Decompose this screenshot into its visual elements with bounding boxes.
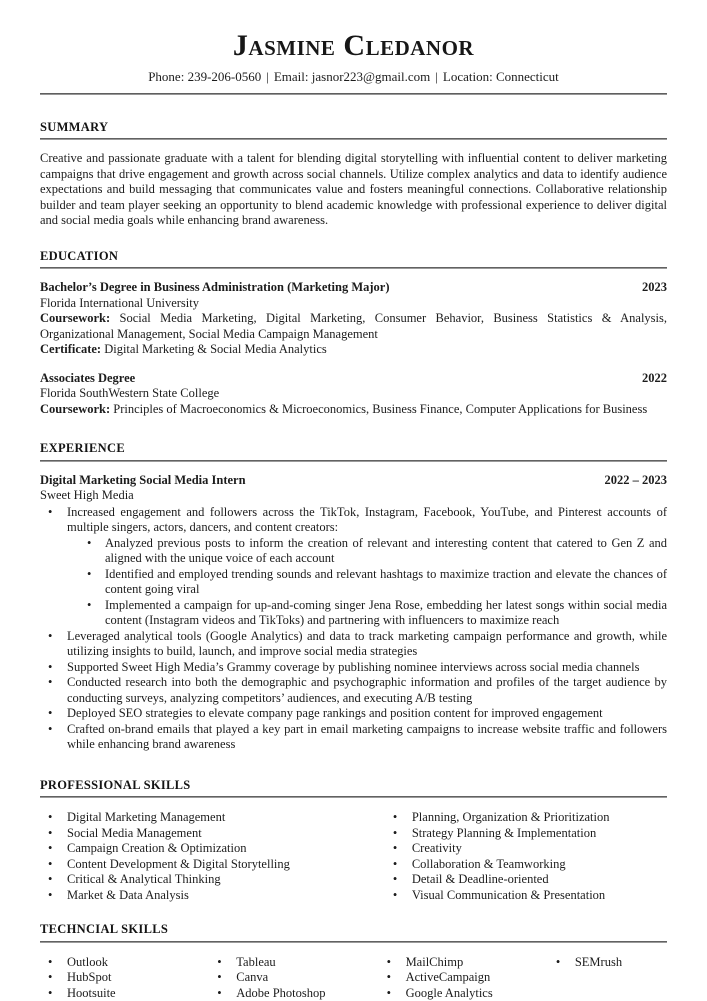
job-title: Digital Marketing Social Media Intern	[40, 473, 246, 489]
experience-bullet: • Leveraged analytical tools (Google Analytics) and data to track marketing campaign performance and growth, while utilizing insights to build, launch, and improve social media strategies	[40, 629, 667, 660]
skill-item: • Critical & Analytical Thinking	[40, 872, 385, 888]
bullet-text: Increased engagement and followers across the TikTok, Instagram, Facebook, YouTube, and Pinterest accounts of multiple singers, actors, dancers, and content creators:	[67, 505, 667, 535]
certificate-text: Digital Marketing & Social Media Analytics	[104, 342, 327, 356]
summary-heading: SUMMARY	[40, 120, 667, 136]
technical-skills-columns	[40, 955, 667, 1001]
professional-skills-columns	[40, 810, 667, 903]
experience-bullet: • Conducted research into both the demographic and psychographic information and profiles of the target audience by conducting surveys, analyzing competitors’ audiences, and executing A/B testing	[40, 675, 667, 706]
section-experience	[40, 441, 667, 753]
technical-skills-col-1	[40, 955, 209, 1001]
skill-item: • Planning, Organization & Prioritization	[385, 810, 667, 826]
skill-item: • Campaign Creation & Optimization	[40, 841, 385, 857]
experience-bullet	[40, 505, 667, 629]
section-education	[40, 249, 667, 418]
experience-sub-bullet: • Implemented a campaign for up-and-coming singer Jena Rose, embedding her latest songs within social media content (Instagram videos and TikToks) and partnering with influencers to maximize reach	[67, 598, 667, 629]
coursework-label: Coursework:	[40, 402, 110, 416]
tool-item: • Hootsuite	[40, 986, 209, 1001]
technical-skills-col-3	[379, 955, 548, 1001]
degree-date: 2023	[642, 280, 667, 296]
degree-title: Bachelor’s Degree in Business Administration (Marketing Major)	[40, 280, 390, 296]
degree-title: Associates Degree	[40, 371, 135, 387]
experience-bullet: • Deployed SEO strategies to elevate company page rankings and position content for improved engagement	[40, 706, 667, 722]
candidate-name: Jasmine Cledanor	[40, 28, 667, 64]
coursework-line	[40, 402, 667, 418]
section-divider	[40, 138, 667, 140]
experience-bullet: • Supported Sweet High Media’s Grammy coverage by publishing nominee interviews across social media channels	[40, 660, 667, 676]
education-entry	[40, 371, 667, 418]
skill-item: • Market & Data Analysis	[40, 888, 385, 904]
experience-heading: EXPERIENCE	[40, 441, 667, 457]
experience-sub-bullet: • Analyzed previous posts to inform the creation of relevant and interesting content that catered to Gen Z and aligned with the unique voice of each account	[67, 536, 667, 567]
tool-item: • ActiveCampaign	[379, 970, 548, 986]
phone-value: 239-206-0560	[188, 69, 262, 84]
education-heading: EDUCATION	[40, 249, 667, 265]
school-name: Florida SouthWestern State College	[40, 386, 667, 402]
section-divider	[40, 796, 667, 798]
section-divider	[40, 941, 667, 943]
section-divider	[40, 460, 667, 462]
tool-item: • HubSpot	[40, 970, 209, 986]
technical-skills-heading: TECHNCIAL SKILLS	[40, 922, 667, 938]
skill-item: • Content Development & Digital Storytelling	[40, 857, 385, 873]
section-summary	[40, 120, 667, 229]
experience-entry	[40, 473, 667, 753]
school-name: Florida International University	[40, 296, 667, 312]
professional-skills-heading: PROFESSIONAL SKILLS	[40, 778, 667, 794]
phone-label: Phone:	[148, 69, 184, 84]
location-value: Connecticut	[496, 69, 559, 84]
coursework-text: Principles of Macroeconomics & Microeconomics, Business Finance, Computer Applications for Business	[113, 402, 647, 416]
section-divider	[40, 267, 667, 269]
tool-item: • Tableau	[209, 955, 378, 971]
header-divider	[40, 93, 667, 95]
experience-bullets	[40, 505, 667, 753]
email-label: Email:	[274, 69, 309, 84]
contact-line	[40, 69, 667, 85]
resume-header	[40, 28, 667, 95]
job-date: 2022 – 2023	[605, 473, 668, 489]
experience-sub-bullet: • Identified and employed trending sounds and relevant hashtags to maximize traction and elevate the chances of content going viral	[67, 567, 667, 598]
tool-item: • Google Analytics	[379, 986, 548, 1001]
education-entry-head	[40, 280, 667, 296]
skill-item: • Collaboration & Teamworking	[385, 857, 667, 873]
coursework-text: Social Media Marketing, Digital Marketing, Consumer Behavior, Business Statistics & Analysis, Organizational Management, Social Media Campaign Management	[40, 311, 667, 341]
coursework-line	[40, 311, 667, 342]
tool-item: • Adobe Photoshop	[209, 986, 378, 1001]
skill-item: • Strategy Planning & Implementation	[385, 826, 667, 842]
technical-skills-col-4	[548, 955, 667, 1001]
contact-separator: |	[435, 69, 438, 84]
section-professional-skills	[40, 778, 667, 904]
education-entry-head	[40, 371, 667, 387]
location-label: Location:	[443, 69, 493, 84]
skill-item: • Visual Communication & Presentation	[385, 888, 667, 904]
email-value: jasnor223@gmail.com	[312, 69, 430, 84]
summary-text: Creative and passionate graduate with a talent for blending digital storytelling with influential content to deliver marketing campaigns that drive engagement and growth across social channels. Utilize complex analytics and data to identify audience expectations and build messaging that communicates value and fosters meaningful connections. Collaborative relationship builder and team player seeking an opportunity to blend academic knowledge with professional experience to deliver digital and social media goals while enhancing brand awareness.	[40, 151, 667, 229]
contact-location	[443, 69, 559, 84]
skill-item: • Digital Marketing Management	[40, 810, 385, 826]
contact-email	[274, 69, 430, 84]
tool-item: • Canva	[209, 970, 378, 986]
skill-item: • Creativity	[385, 841, 667, 857]
contact-phone	[148, 69, 261, 84]
professional-skills-left	[40, 810, 385, 903]
certificate-label: Certificate:	[40, 342, 101, 356]
certificate-line	[40, 342, 667, 358]
tool-item: • Outlook	[40, 955, 209, 971]
experience-sub-bullets	[67, 536, 667, 629]
experience-entry-head	[40, 473, 667, 489]
professional-skills-right	[385, 810, 667, 903]
tool-item: • SEMrush	[548, 955, 667, 971]
skill-item: • Detail & Deadline-oriented	[385, 872, 667, 888]
section-technical-skills	[40, 922, 667, 1001]
skill-item: • Social Media Management	[40, 826, 385, 842]
education-entry	[40, 280, 667, 358]
experience-bullet: • Crafted on-brand emails that played a key part in email marketing campaigns to increase website traffic and followers while enhancing brand awareness	[40, 722, 667, 753]
coursework-label: Coursework:	[40, 311, 110, 325]
technical-skills-col-2	[209, 955, 378, 1001]
contact-separator: |	[266, 69, 269, 84]
company-name: Sweet High Media	[40, 488, 667, 504]
degree-date: 2022	[642, 371, 667, 387]
tool-item: • MailChimp	[379, 955, 548, 971]
